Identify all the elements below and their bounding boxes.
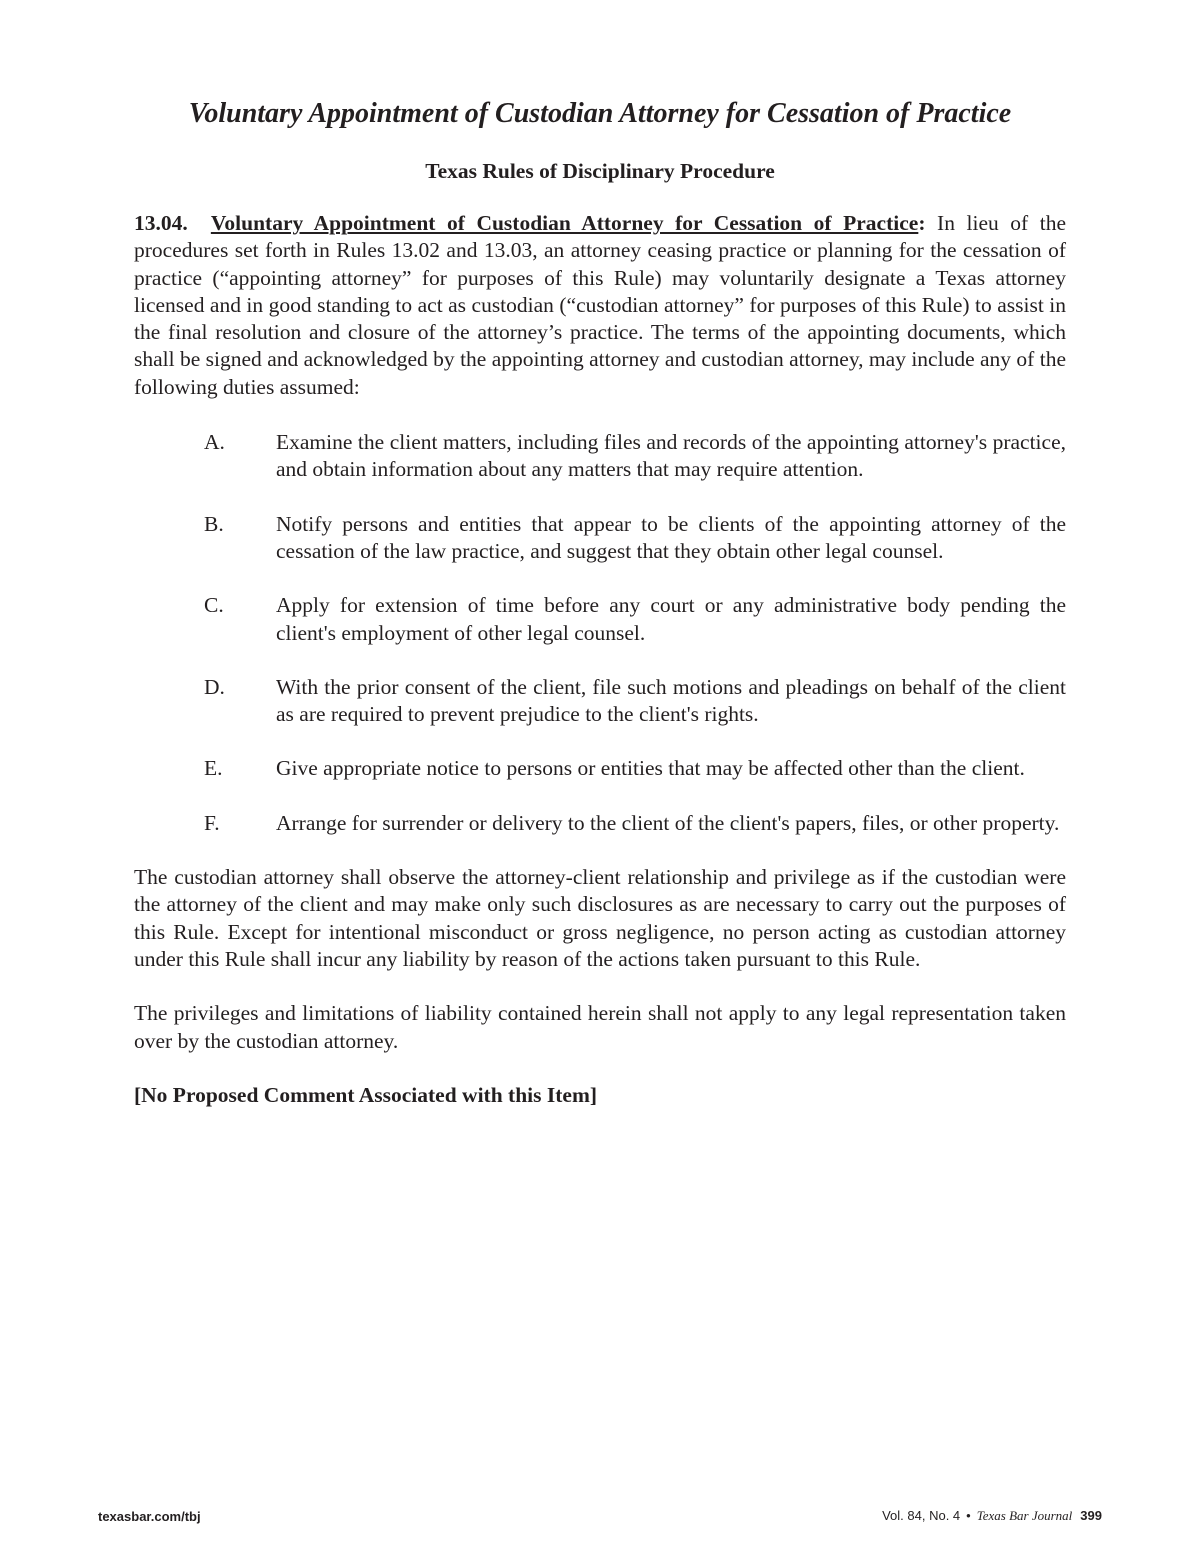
list-item-text: Give appropriate notice to persons or entities that may be affected other than the client. [276, 756, 1025, 781]
liability-limitation-paragraph: The privileges and limitations of liability contained herein shall not apply to any legal representation taken over by the custodian attorney. [134, 1001, 1066, 1053]
list-item-text: Examine the client matters, including files and records of the appointing attorney's practice, and obtain information about any matters that may require attention. [276, 430, 1066, 482]
list-item-text: Notify persons and entities that appear to be clients of the appointing attorney of the cessation of the law practice, and suggest that they obtain other legal counsel. [276, 511, 1066, 563]
list-item-letter: A. [204, 430, 225, 455]
list-item [134, 511, 1066, 566]
custodian-privilege-paragraph: The custodian attorney shall observe the attorney-client relationship and privilege as if the custodian were the attorney of the client and may make only such disclosures as are necessary to carry out the purposes of this Rule. Except for intentional misconduct or gross negligence, no person acting as custodian attorney under this Rule shall incur any liability by reason of the actions taken pursuant to this Rule. [134, 865, 1066, 971]
footer-page-number: 399 [1080, 1508, 1102, 1523]
page-title: Voluntary Appointment of Custodian Attorney for Cessation of Practice [188, 98, 1012, 129]
list-item-text: With the prior consent of the client, file such motions and pleadings on behalf of the client as are required to prevent prejudice to the client's rights. [276, 674, 1066, 727]
footer-website: texasbar.com/tbj [98, 1509, 201, 1524]
list-item-text: Apply for extension of time before any court or any administrative body pending the client's employment of other legal counsel. [276, 593, 1066, 645]
duties-list [134, 429, 1066, 837]
section-number: 13.04. [134, 211, 188, 235]
footer-volume: Vol. 84, No. 4 [882, 1508, 961, 1523]
list-item-letter: F. [204, 810, 220, 835]
list-item-letter: C. [204, 593, 224, 618]
rule-content [134, 210, 1066, 1109]
footer-journal-name: Texas Bar Journal [976, 1508, 1073, 1523]
section-heading: Voluntary Appointment of Custodian Attorney for Cessation of Practice [210, 211, 919, 235]
page-subtitle: Texas Rules of Disciplinary Procedure [425, 159, 775, 183]
list-item [134, 755, 1066, 782]
list-item [134, 592, 1066, 647]
section-intro-text: In lieu of the procedures set forth in Rules 13.02 and 13.03, an attorney ceasing practice or planning for the cessation of practice (“appointing attorney” for purposes of this Rule) may voluntarily designate a Texas attorney licensed and in good standing to act as custodian (“custodian attorney” for purposes of this Rule) to assist in the final resolution and closure of the attorney’s practice. The terms of the appointing documents, which shall be signed and acknowledged by the appointing attorney and custodian attorney, may include any of the following duties assumed: [134, 211, 1067, 399]
footer-bullet: • [966, 1508, 971, 1523]
list-item-text: Arrange for surrender or delivery to the client of the client's papers, files, or other property. [276, 810, 1060, 835]
footer-journal-info [882, 1508, 1102, 1524]
list-item [134, 429, 1066, 484]
section-intro-paragraph [134, 210, 1066, 401]
section-colon: : [918, 211, 926, 235]
list-item-letter: D. [204, 674, 225, 699]
no-comment-note: [No Proposed Comment Associated with this Item] [134, 1082, 598, 1107]
list-item-letter: B. [204, 511, 224, 536]
list-item-letter: E. [204, 756, 223, 781]
list-item [134, 810, 1066, 837]
list-item [134, 674, 1066, 729]
